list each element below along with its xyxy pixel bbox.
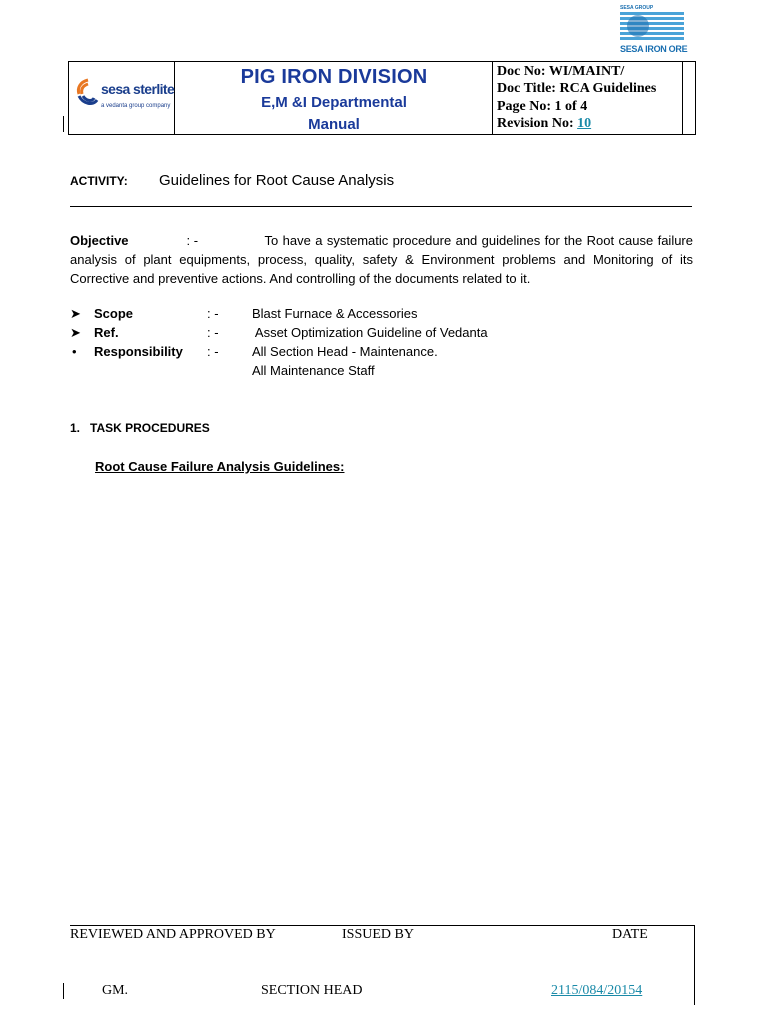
revision-value: 10 bbox=[577, 116, 592, 131]
section-number: 1. bbox=[70, 421, 81, 435]
arrow-bullet-icon: ➤ bbox=[70, 325, 81, 340]
section-heading bbox=[70, 421, 210, 435]
gm-signatory: GM. bbox=[102, 983, 129, 998]
activity-label: ACTIVITY: bbox=[70, 174, 128, 188]
page-number: Page No: 1 of 4 bbox=[497, 99, 588, 114]
sesa-iron-ore-logo bbox=[618, 4, 690, 68]
item-value-second: All Maintenance Staff bbox=[252, 363, 375, 378]
right-logo-group-text: SESA GROUP bbox=[620, 5, 654, 11]
date-label: DATE bbox=[612, 927, 648, 942]
division-title: PIG IRON DIVISION bbox=[240, 66, 428, 88]
section-subheading: Root Cause Failure Analysis Guidelines: bbox=[95, 459, 345, 474]
section-title: TASK PROCEDURES bbox=[90, 421, 210, 435]
sesa-sterlite-emblem-icon bbox=[75, 78, 101, 108]
doc-number: Doc No: WI/MAINT/ bbox=[497, 64, 625, 79]
reviewed-approved-label: REVIEWED AND APPROVED BY bbox=[70, 927, 276, 942]
item-value: Asset Optimization Guideline of Vedanta bbox=[252, 325, 488, 340]
manual-title-line1: E,M &I Departmental bbox=[261, 94, 407, 111]
item-label: Scope bbox=[94, 306, 134, 321]
objective-label: Objective bbox=[70, 233, 129, 248]
objective-separator: : - bbox=[186, 233, 199, 248]
item-separator: : - bbox=[207, 325, 219, 340]
issued-by-label: ISSUED BY bbox=[342, 927, 414, 942]
sesa-iron-ore-emblem-icon bbox=[620, 12, 684, 44]
section-head-signatory: SECTION HEAD bbox=[261, 983, 363, 998]
dot-bullet-icon: • bbox=[72, 344, 77, 359]
item-separator: : - bbox=[207, 306, 219, 321]
header-right-logo-cell bbox=[683, 62, 695, 134]
objective-text: To have a systematic procedure and guidelines for the Root cause failure analysis of plant equipments, process, quality, safety & Environment problems and Monitoring of its Corrective and preventive actions. And controlling of the documents related to it. bbox=[70, 233, 693, 286]
activity-text: Guidelines for Root Cause Analysis bbox=[159, 172, 395, 189]
right-logo-text: SESA IRON ORE bbox=[620, 44, 688, 54]
approval-date: 2115/084/20154 bbox=[551, 983, 643, 998]
doc-title: Doc Title: RCA Guidelines bbox=[497, 81, 657, 96]
item-value: Blast Furnace & Accessories bbox=[252, 306, 418, 321]
manual-title-line2: Manual bbox=[308, 116, 360, 133]
item-value: All Section Head - Maintenance. bbox=[252, 344, 438, 359]
item-label: Ref. bbox=[94, 325, 119, 340]
revision-label: Revision No: bbox=[497, 116, 578, 131]
text-cursor bbox=[63, 983, 64, 999]
horizontal-rule bbox=[70, 206, 692, 207]
header-title-cell bbox=[175, 62, 493, 134]
sesa-sterlite-logo bbox=[73, 68, 175, 128]
objective-paragraph bbox=[70, 231, 693, 288]
document-header-table bbox=[68, 61, 696, 135]
revision-number bbox=[497, 116, 591, 132]
text-cursor bbox=[63, 116, 64, 132]
header-logo-cell bbox=[69, 62, 175, 134]
item-label: Responsibility bbox=[94, 344, 183, 359]
company-logo-subtext: a vedanta group company bbox=[101, 103, 171, 109]
header-meta-cell bbox=[493, 62, 683, 134]
arrow-bullet-icon: ➤ bbox=[70, 306, 81, 321]
company-logo-text: sesa sterlite bbox=[101, 81, 175, 97]
item-separator: : - bbox=[207, 344, 219, 359]
